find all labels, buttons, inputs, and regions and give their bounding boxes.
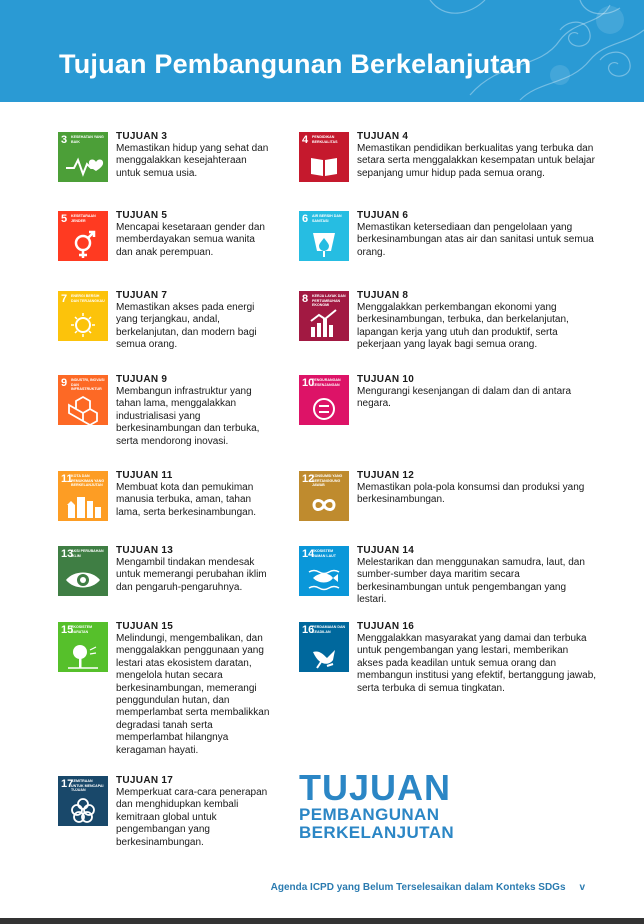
goal-icon-15 — [58, 622, 108, 672]
goal-icon-number: 6 — [302, 213, 309, 225]
page-header — [0, 0, 644, 102]
goal-icon-number: 5 — [61, 213, 68, 225]
partnership-rings-icon — [58, 776, 108, 826]
goal-description: Menggalakkan perkembangan ekonomi yang berkesinambungan, terbuka, dan berkelanjutan, lapangan kerja yang utuh dan produktif, serta pekerjaan yang layak bagi semua orang. — [357, 302, 569, 351]
goal-icon-label: KOTA DAN PEMUKIMAN YANG BERKELANJUTAN — [71, 474, 105, 487]
goal-description: Mengambil tindakan mendesak untuk memerangi perubahan iklim dan pengaruh-pengaruhnya. — [116, 557, 267, 593]
goal-title: TUJUAN 3 — [116, 131, 168, 142]
goal-title: TUJUAN 5 — [116, 210, 168, 221]
goal-title: TUJUAN 13 — [116, 545, 174, 556]
city-icon — [58, 471, 108, 521]
page-footer — [0, 882, 585, 893]
goal-description: Memastikan akses pada energi yang terjangkau, andal, berkelanjutan, dan modern bagi semua orang. — [116, 302, 257, 351]
logo-line-3: BERKELANJUTAN — [299, 823, 455, 842]
logo-line-1: TUJUAN — [299, 767, 452, 808]
fish-icon — [299, 546, 349, 596]
goal-icon-10 — [299, 375, 349, 425]
goal-description: Menggalakkan masyarakat yang damai dan terbuka untuk pengembangan yang lestari, memberikan akses pada keadilan untuk semua orang dan membangun institusi yang efektif, bertanggung jawab, serta terbuka di semua tingkatan. — [357, 633, 597, 694]
goal-icon-number: 9 — [61, 377, 68, 389]
page-title: Tujuan Pembangunan Berkelanjutan — [59, 49, 532, 79]
goal-icon-label: EKOSISTEM DARATAN — [71, 625, 93, 634]
goal-icon-label: EKOSISTEM DAMAN LAUT — [312, 549, 336, 558]
goal-icon-label: KESETARAAN JENDER — [71, 214, 96, 223]
goal-icon-8 — [299, 291, 349, 341]
footer-text: Agenda ICPD yang Belum Terselesaikan dalam Konteks SDGs — [270, 882, 566, 893]
goal-icon-label: AIR BERSIH DAN SANITASI — [312, 214, 342, 223]
goal-icon-7 — [58, 291, 108, 341]
goal-icon-3 — [58, 132, 108, 182]
goal-icon-number: 11 — [61, 473, 73, 485]
goal-title: TUJUAN 10 — [357, 374, 415, 385]
goal-icon-number: 16 — [302, 624, 315, 636]
goal-icon-5 — [58, 211, 108, 261]
goal-icon-number: 10 — [302, 377, 315, 389]
goal-description: Melestarikan dan menggunakan samudra, laut, dan sumber-sumber daya maritim secara berkesinambungan untuk pengembangan yang lestari. — [357, 557, 585, 606]
goal-description: Memastikan hidup yang sehat dan menggalakkan kesejahteraan untuk semua usia. — [116, 143, 269, 179]
goal-title: TUJUAN 17 — [116, 775, 174, 786]
goal-description: Melindungi, mengembalikan, dan menggalakkan penggunaan yang lestari atas ekosistem daratan, mengelola hutan secara berkesinambungan, memerangi penggundulan hutan, dan memperlambat serta membalikkan degradasi tanah serta memperlambat hilangnya keragaman hayati. — [116, 633, 270, 756]
gender-equality-icon — [58, 211, 108, 261]
equality-icon — [299, 375, 349, 425]
book-icon — [299, 132, 349, 182]
goal-icon-label: PERDAMAIAN DAN KEADILAN — [312, 625, 346, 634]
goal-description: Mengurangi kesenjangan di dalam dan di antara negara. — [357, 386, 572, 410]
goal-description: Mencapai kesetaraan gender dan memberdayakan semua wanita dan anak perempuan. — [116, 222, 265, 258]
goal-icon-6 — [299, 211, 349, 261]
goal-icon-number: 4 — [302, 134, 309, 146]
sdg-logo — [299, 767, 455, 842]
goal-icon-label: INDUSTRI, INOVASI DAN INFRASTRUKTUR — [71, 378, 105, 391]
goal-icon-12 — [299, 471, 349, 521]
water-drop-icon — [299, 211, 349, 261]
goal-icon-number: 12 — [302, 473, 315, 485]
goal-icon-number: 13 — [61, 548, 74, 560]
goal-icon-number: 7 — [61, 293, 68, 305]
dove-icon — [299, 622, 349, 672]
goal-icon-17 — [58, 776, 108, 826]
goal-icon-14 — [299, 546, 349, 596]
goal-title: TUJUAN 12 — [357, 470, 415, 481]
goal-icon-label: KERJA LAYAK DAN PERTUMBUHAN EKONOMI — [312, 294, 346, 307]
goal-title: TUJUAN 8 — [357, 290, 409, 301]
goal-title: TUJUAN 7 — [116, 290, 168, 301]
goal-description: Memperkuat cara-cara penerapan dan menghidupkan kembali kemitraan global untuk pengembangan yang berkesinambungan. — [116, 787, 268, 848]
goal-icon-number: 17 — [61, 778, 74, 790]
infinity-icon — [299, 471, 349, 521]
goal-icon-label: KEMITRAAN UNTUK MENCAPAI TUJUAN — [71, 779, 104, 792]
sun-icon — [58, 291, 108, 341]
goal-description: Memastikan pola-pola konsumsi dan produksi yang berkesinambungan. — [357, 482, 585, 506]
tree-icon — [58, 622, 108, 672]
goal-description: Memastikan ketersediaan dan pengelolaan yang berkesinambungan atas air dan sanitasi untuk semua orang. — [357, 222, 594, 258]
goal-title: TUJUAN 4 — [357, 131, 409, 142]
goal-icon-label: PENDIDIKAN BERKUALITAS — [312, 135, 338, 144]
goal-title: TUJUAN 11 — [116, 470, 173, 481]
goal-title: TUJUAN 16 — [357, 621, 415, 632]
heartbeat-icon — [58, 132, 108, 182]
earth-eye-icon — [58, 546, 108, 596]
goal-description: Membuat kota dan pemukiman manusia terbuka, aman, tahan lama, serta berkesinambungan. — [116, 482, 257, 518]
goal-description: Memastikan pendidikan berkualitas yang terbuka dan setara serta menggalakkan kesempatan untuk belajar sepanjang umur hidup pada semua orang. — [357, 143, 595, 179]
goal-title: TUJUAN 9 — [116, 374, 168, 385]
goal-title: TUJUAN 6 — [357, 210, 409, 221]
footer-bar — [0, 918, 644, 924]
cubes-icon — [58, 375, 108, 425]
growth-chart-icon — [299, 291, 349, 341]
goal-icon-11 — [58, 471, 108, 521]
goal-icon-number: 14 — [302, 548, 315, 560]
goal-icon-9 — [58, 375, 108, 425]
goal-icon-label: KESEHATAN YANG BAIK — [71, 135, 104, 144]
goal-icon-number: 8 — [302, 293, 309, 305]
goal-icon-label: ENERGI BERSIH DAN TERJANGKAU — [71, 294, 105, 303]
goal-icon-13 — [58, 546, 108, 596]
goal-description: Membangun infrastruktur yang tahan lama, menggalakkan industrialisasi yang berkesinambungan dan terbuka, serta mendorong inovasi. — [116, 386, 260, 447]
logo-line-2: PEMBANGUNAN — [299, 805, 440, 824]
goal-icon-label: PENGURANGAN KESENJANGAN — [312, 378, 341, 387]
goal-icon-4 — [299, 132, 349, 182]
page-number: v — [579, 882, 585, 893]
goal-icon-16 — [299, 622, 349, 672]
goal-icon-number: 15 — [61, 624, 74, 636]
goal-icon-number: 3 — [61, 134, 68, 146]
goal-icon-label: KONSUMSI YANG BERTANGGUNG JAWAB — [312, 474, 343, 487]
goal-icon-label: AKSI PERUBAHAN IKLIM — [71, 549, 104, 558]
goal-title: TUJUAN 15 — [116, 621, 174, 632]
goal-title: TUJUAN 14 — [357, 545, 415, 556]
